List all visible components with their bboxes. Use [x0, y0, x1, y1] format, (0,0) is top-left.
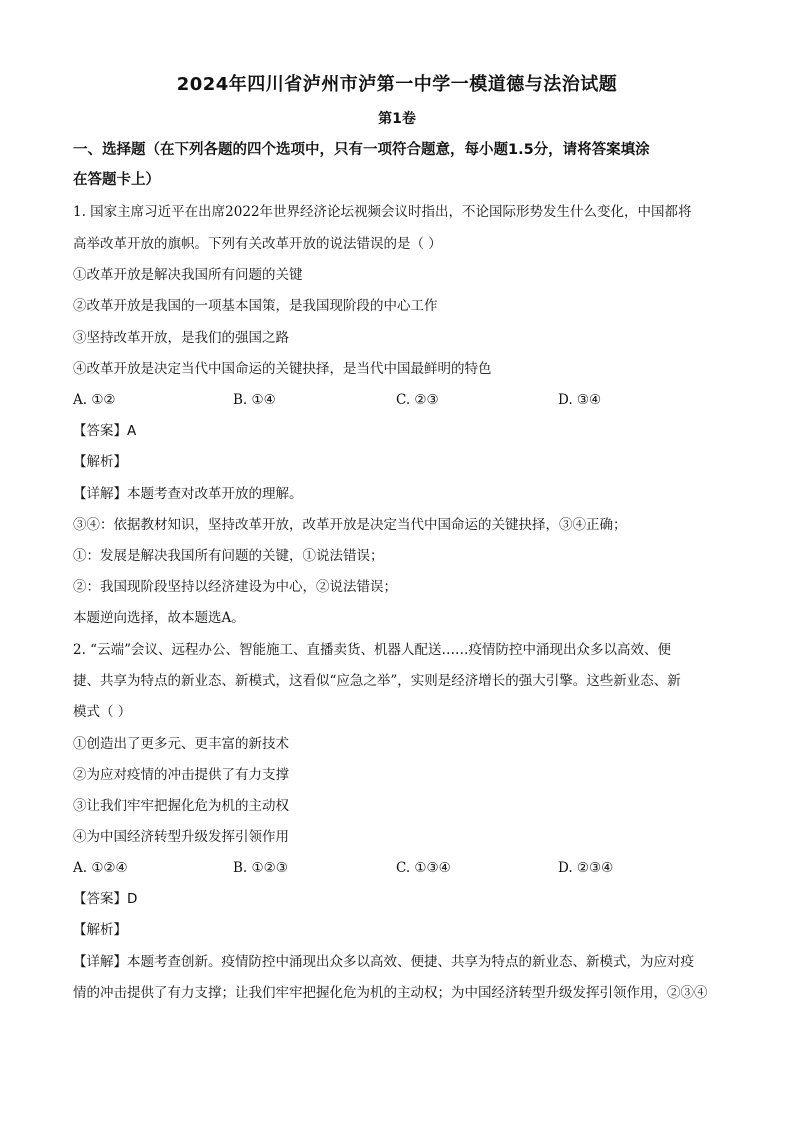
section-heading-line1: 一、选择题（在下列各题的四个选项中，只有一项符合题意，每小题1.5分，请将答案填涂 — [73, 142, 650, 158]
q1-stem-line2: 高举改革开放的旗帜。下列有关改革开放的说法错误的是（ ） — [73, 236, 442, 252]
q1-statement-4: ④改革开放是决定当代中国命运的关键抉择，是当代中国最鲜明的特色 — [73, 361, 492, 377]
q1-statement-2: ②改革开放是我国的一项基本国策，是我国现阶段的中心工作 — [73, 298, 438, 314]
q1-option-d: D. ③④ — [558, 392, 602, 408]
q1-stem-line1: 1. 国家主席习近平在出席2022年世界经济论坛视频会议时指出，不论国际形势发生什么变化，中国都将 — [73, 204, 692, 220]
q1-statement-3: ③坚持改革开放，是我们的强国之路 — [73, 330, 289, 346]
q2-statement-3: ③让我们牢牢把握化危为机的主动权 — [73, 798, 289, 814]
page-title: 2024年四川省泸州市泸第一中学一模道德与法治试题 — [176, 74, 618, 95]
q1-explanation-4: 本题逆向选择，故本题选A。 — [73, 610, 245, 626]
section-heading-line2: 在答题卡上） — [73, 172, 160, 188]
q1-option-c: C. ②③ — [396, 392, 439, 408]
q2-detail-line2: 情的冲击提供了有力支撑；让我们牢牢把握化危为机的主动权；为中国经济转型升级发挥引领作用，②③④ — [73, 985, 708, 1001]
q1-analysis-label: 【解析】 — [73, 454, 127, 470]
q2-option-a: A. ①②④ — [73, 860, 128, 876]
q2-option-b: B. ①②③ — [233, 860, 288, 876]
q2-analysis-label: 【解析】 — [73, 922, 127, 938]
q2-stem-line1: 2. “云端”会议、远程办公、智能施工、直播卖货、机器人配送……疫情防控中涌现出众多以高效、便 — [73, 642, 671, 658]
volume-label: 第1卷 — [378, 111, 416, 127]
q1-explanation-3: ②：我国现阶段坚持以经济建设为中心，②说法错误； — [73, 579, 397, 595]
q1-option-a: A. ①② — [73, 392, 116, 408]
q2-statement-2: ②为应对疫情的冲击提供了有力支撑 — [73, 767, 289, 783]
q2-option-d: D. ②③④ — [558, 860, 614, 876]
q2-detail-line1: 【详解】本题考查创新。疫情防控中涌现出众多以高效、便捷、共享为特点的新业态、新模式，为应对疫 — [73, 954, 694, 970]
q2-option-c: C. ①③④ — [396, 860, 451, 876]
q2-statement-4: ④为中国经济转型升级发挥引领作用 — [73, 829, 289, 845]
q1-detail: 【详解】本题考查对改革开放的理解。 — [73, 486, 303, 502]
q1-answer: 【答案】A — [73, 423, 137, 439]
q2-stem-line3: 模式（ ） — [73, 704, 132, 720]
q2-statement-1: ①创造出了更多元、更丰富的新技术 — [73, 736, 289, 752]
q1-statement-1: ①改革开放是解决我国所有问题的关键 — [73, 267, 303, 283]
q1-explanation-2: ①：发展是解决我国所有问题的关键，①说法错误； — [73, 548, 384, 564]
q1-option-b: B. ①④ — [233, 392, 276, 408]
q2-answer: 【答案】D — [73, 891, 138, 907]
q2-stem-line2: 捷、共享为特点的新业态、新模式，这看似“应急之举”，实则是经济增长的强大引擎。这些新业态、新 — [73, 673, 681, 689]
q1-explanation-1: ③④：依据教材知识，坚持改革开放，改革开放是决定当代中国命运的关键抉择，③④正确； — [73, 517, 627, 533]
